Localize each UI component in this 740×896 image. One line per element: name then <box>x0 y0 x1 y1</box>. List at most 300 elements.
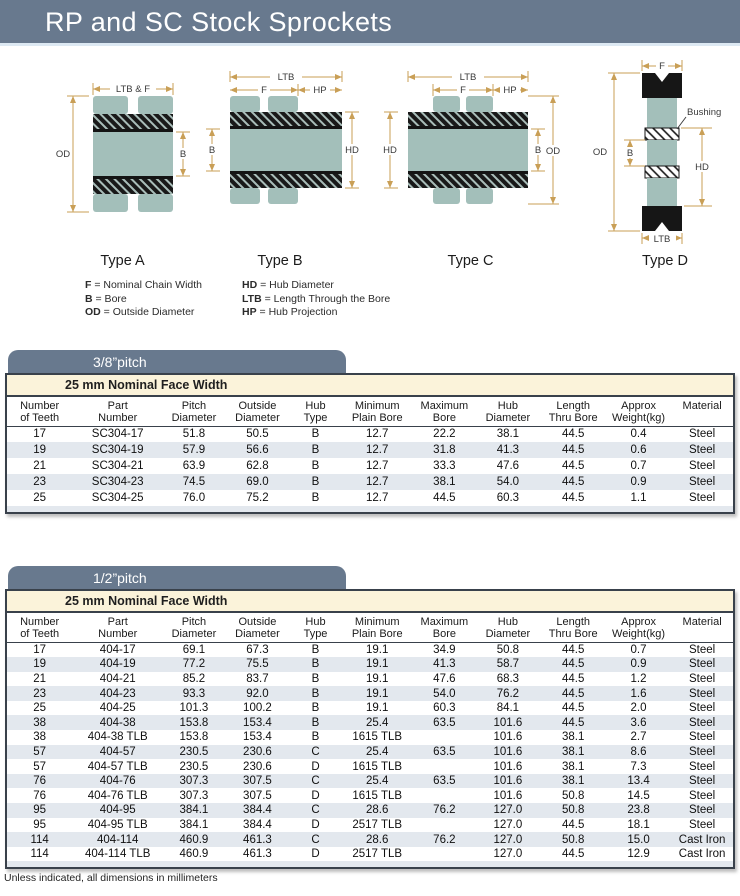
table-cell: 63.9 <box>182 460 206 472</box>
table-cell: 19.1 <box>366 687 389 700</box>
dim-label-hd: HD <box>345 145 359 156</box>
dim-label-hp: HP <box>313 85 327 96</box>
table-cell: B <box>311 731 320 744</box>
table-cell: 2.0 <box>630 702 647 715</box>
table-cell: 93.3 <box>182 687 206 700</box>
legend-column-2 <box>242 279 390 320</box>
table-cell: 19.1 <box>366 702 389 715</box>
table-cell: B <box>311 672 320 685</box>
table-cell: B <box>311 460 320 472</box>
table-row <box>7 759 733 774</box>
table-cell: 2517 TLB <box>352 818 403 831</box>
dimension-legend <box>0 279 740 320</box>
table-cell: 404-57 TLB <box>87 760 148 773</box>
column-header: Minimum Plain Bore <box>341 613 414 643</box>
table-cell: 44.5 <box>433 492 456 504</box>
table-cell: B <box>311 687 320 700</box>
type-d-figure <box>590 58 740 269</box>
table-cell: 38.1 <box>562 745 585 758</box>
table-cell: 22.2 <box>433 428 456 441</box>
table-cell <box>414 730 476 745</box>
table-cell: 13.4 <box>627 775 650 788</box>
table-cell: B <box>311 644 320 657</box>
table-cell: 153.8 <box>179 716 209 729</box>
table-cell: Steel <box>688 745 716 758</box>
table-cell: 0.7 <box>630 460 647 472</box>
table-cell: 127.0 <box>493 833 523 846</box>
table-cell: 50.8 <box>562 804 585 817</box>
table-2-wrap <box>5 589 735 869</box>
table-cell: 460.9 <box>179 833 209 846</box>
table-cell: 25.4 <box>366 716 389 729</box>
table-cell: 47.6 <box>433 672 456 685</box>
column-header: Outside Diameter <box>225 613 290 643</box>
table-cell: 38.1 <box>496 428 520 441</box>
table-cell: 18.1 <box>627 818 650 831</box>
table-cell: 461.3 <box>243 848 272 861</box>
table-cell: 101.6 <box>493 731 523 744</box>
table-cell: 460.9 <box>179 848 209 861</box>
table-cell: 60.3 <box>433 702 456 715</box>
table-cell: 19 <box>33 658 47 671</box>
table-cell: 95 <box>33 818 47 831</box>
table-cell: 153.4 <box>243 716 272 729</box>
table-cell: 404-76 <box>99 775 136 788</box>
column-header: Length Thru Bore <box>541 397 606 427</box>
table-cell: 101.6 <box>493 716 523 729</box>
table-cell: B <box>311 444 320 456</box>
column-header: Part Number <box>72 613 163 643</box>
face-width-banner-2: 25 mm Nominal Face Width <box>7 591 733 613</box>
table-cell: 404-95 TLB <box>87 818 148 831</box>
table-cell: 38.1 <box>433 476 456 488</box>
table-cell: 15.0 <box>627 833 650 846</box>
pitch-tab-1-2: 1/2”pitch <box>8 566 346 589</box>
table-cell: Steel <box>688 672 716 685</box>
type-d-diagram <box>590 58 740 246</box>
table-cell: 101.6 <box>493 745 523 758</box>
table-cell: 230.6 <box>243 760 272 773</box>
table-cell: 47.6 <box>496 460 520 472</box>
dim-label-b: B <box>534 145 542 156</box>
legend-text: = Nominal Chain Width <box>91 279 203 291</box>
table-filler-cell <box>7 861 733 867</box>
table-cell: Steel <box>688 476 716 488</box>
table-cell: B <box>311 702 320 715</box>
table-cell: B <box>311 476 320 488</box>
pitch-section-3-8 <box>0 350 740 515</box>
table-cell: D <box>311 818 320 831</box>
table-1-head <box>7 397 733 427</box>
table-cell: Steel <box>688 658 716 671</box>
table-cell: 44.5 <box>562 444 585 456</box>
table-cell: B <box>311 716 320 729</box>
table-cell: 153.4 <box>243 731 272 744</box>
table-cell: 23.8 <box>627 804 650 817</box>
table-row <box>7 643 733 658</box>
legend-text: = Bore <box>92 292 127 305</box>
dim-label-ltb: LTB <box>459 72 477 83</box>
table-cell <box>414 788 476 803</box>
table-cell: 307.3 <box>179 775 209 788</box>
table-cell: Steel <box>688 644 716 657</box>
dim-label-od: OD <box>545 146 561 157</box>
table-cell: 17 <box>33 644 47 657</box>
table-cell: B <box>311 658 320 671</box>
table-cell: 28.6 <box>366 804 389 817</box>
table-row <box>7 442 733 458</box>
table-cell: 404-114 TLB <box>84 848 151 861</box>
table-1-body <box>7 426 733 512</box>
table-cell: 230.6 <box>243 745 272 758</box>
table-row <box>7 657 733 672</box>
table-cell: 69.0 <box>246 476 269 488</box>
table-cell: Steel <box>688 775 716 788</box>
column-header: Hub Type <box>290 397 341 427</box>
table-filler-row <box>7 861 733 867</box>
table-header-row <box>7 397 733 427</box>
table-header-row <box>7 613 733 643</box>
table-cell: 75.5 <box>246 658 269 671</box>
column-header: Hub Diameter <box>475 613 540 643</box>
dim-label-hp: HP <box>503 85 517 96</box>
table-cell: 21 <box>33 460 47 472</box>
table-cell: 51.8 <box>182 428 206 441</box>
table-cell: 101.3 <box>179 702 209 715</box>
table-cell: Steel <box>688 428 716 441</box>
dim-label-od: OD <box>592 147 608 158</box>
table-cell: 50.8 <box>562 833 585 846</box>
column-header: Material <box>671 397 733 427</box>
type-a-figure <box>55 58 190 269</box>
column-header: Part Number <box>72 397 163 427</box>
table-cell: Steel <box>688 444 716 456</box>
table-row <box>7 715 733 730</box>
table-cell: Steel <box>688 804 716 817</box>
table-cell: 44.5 <box>562 644 585 657</box>
table-cell: SC304-21 <box>91 460 144 472</box>
table-cell: 114 <box>30 833 49 846</box>
table-row <box>7 832 733 847</box>
table-cell <box>414 818 476 833</box>
table-cell: 57 <box>33 745 47 758</box>
table-cell: 230.5 <box>179 745 209 758</box>
bushing-label: Bushing <box>687 107 722 118</box>
table-cell: 25.4 <box>366 745 389 758</box>
legend-item <box>242 279 390 293</box>
table-row <box>7 745 733 760</box>
table-cell: SC304-17 <box>91 428 144 441</box>
table-cell: 8.6 <box>630 745 647 758</box>
legend-abbr: LTB <box>242 292 262 305</box>
table-cell: 404-76 TLB <box>87 789 148 802</box>
legend-abbr: HD <box>242 279 258 291</box>
table-cell: 44.5 <box>562 658 585 671</box>
table-cell: D <box>311 789 320 802</box>
table-2-head <box>7 613 733 643</box>
type-a-diagram <box>55 58 190 246</box>
table-cell: 230.5 <box>179 760 209 773</box>
table-row <box>7 490 733 506</box>
table-cell: 75.2 <box>246 492 269 504</box>
table-cell: 76 <box>33 775 47 788</box>
table-cell: 100.2 <box>243 702 272 715</box>
legend-item <box>85 293 202 307</box>
table-cell: 85.2 <box>182 672 206 685</box>
dim-label-b: B <box>626 148 634 159</box>
table-cell: 1615 TLB <box>352 789 403 802</box>
table-2-body <box>7 643 733 868</box>
table-cell: C <box>311 745 320 758</box>
type-c-caption: Type C <box>447 253 494 269</box>
table-cell: 44.5 <box>562 687 585 700</box>
column-header: Length Thru Bore <box>541 613 606 643</box>
table-row <box>7 458 733 474</box>
table-cell: 1.2 <box>630 672 647 685</box>
table-cell: 50.8 <box>562 789 585 802</box>
table-cell: 28.6 <box>366 833 389 846</box>
table-1-wrap <box>5 373 735 515</box>
table-cell: 76.2 <box>433 804 456 817</box>
table-cell: 58.7 <box>496 658 520 671</box>
table-row <box>7 788 733 803</box>
table-row <box>7 803 733 818</box>
table-cell: 14.5 <box>627 789 650 802</box>
table-cell: 307.3 <box>179 789 209 802</box>
legend-item <box>242 293 390 307</box>
table-cell: 23 <box>33 476 47 488</box>
legend-text: = Length Through the Bore <box>261 292 391 305</box>
table-cell: 67.3 <box>246 644 269 657</box>
table-cell: 44.5 <box>562 702 585 715</box>
table-cell: 25 <box>33 492 47 504</box>
legend-abbr: B <box>85 292 93 305</box>
table-row <box>7 818 733 833</box>
table-cell: Steel <box>688 492 716 504</box>
table-cell: 0.4 <box>630 428 647 441</box>
table-cell: 50.5 <box>246 428 269 441</box>
table-cell: 12.7 <box>366 492 389 504</box>
table-cell: 7.3 <box>630 760 647 773</box>
column-header: Hub Diameter <box>475 397 540 427</box>
table-cell: 31.8 <box>433 444 456 456</box>
table-cell: 44.5 <box>562 460 585 472</box>
column-header: Maximum Bore <box>414 397 476 427</box>
table-cell: 3.6 <box>630 716 647 729</box>
table-cell: 44.5 <box>562 476 585 488</box>
table-cell: 34.9 <box>433 644 456 657</box>
table-cell: 68.3 <box>496 672 520 685</box>
table-cell: 76.0 <box>182 492 206 504</box>
table-cell: Steel <box>688 716 716 729</box>
table-cell: 76.2 <box>496 687 520 700</box>
column-header: Approx Weight(kg) <box>606 613 671 643</box>
table-cell: 101.6 <box>493 760 523 773</box>
column-header: Number of Teeth <box>7 397 72 427</box>
table-cell: 114 <box>30 848 49 861</box>
table-cell: C <box>311 775 320 788</box>
table-cell: 1615 TLB <box>352 760 403 773</box>
table-cell: 17 <box>33 428 47 441</box>
dim-label-ltb-f: LTB & F <box>115 84 151 95</box>
column-header: Approx Weight(kg) <box>606 397 671 427</box>
table-cell: 101.6 <box>493 789 523 802</box>
column-header: Outside Diameter <box>225 397 290 427</box>
table-cell: 63.5 <box>433 775 456 788</box>
face-width-banner-1: 25 mm Nominal Face Width <box>7 375 733 397</box>
table-cell: 54.0 <box>496 476 520 488</box>
table-cell <box>414 759 476 774</box>
table-cell: Steel <box>688 687 716 700</box>
table-row <box>7 701 733 716</box>
table-cell: B <box>311 492 320 504</box>
table-cell: 38 <box>33 731 47 744</box>
dimensions-footnote: Unless indicated, all dimensions in millimeters <box>4 872 218 885</box>
table-cell: 404-114 <box>97 833 139 846</box>
table-cell: 0.9 <box>630 658 647 671</box>
table-row <box>7 672 733 687</box>
dim-label-f: F <box>460 85 466 96</box>
dim-label-ltb: LTB <box>277 72 295 83</box>
table-cell: 84.1 <box>496 702 520 715</box>
table-cell: SC304-19 <box>91 444 144 456</box>
table-cell: 57.9 <box>182 444 206 456</box>
table-cell: 38.1 <box>562 760 585 773</box>
dim-label-od: OD <box>55 149 71 160</box>
table-cell: 76.2 <box>433 833 456 846</box>
table-cell: 38.1 <box>562 731 585 744</box>
table-cell: 127.0 <box>493 818 523 831</box>
table-cell: 127.0 <box>493 804 523 817</box>
legend-text: = Hub Projection <box>256 306 338 318</box>
column-header: Hub Type <box>290 613 341 643</box>
sprockets-table-3-8 <box>7 397 733 513</box>
table-cell: 19.1 <box>366 672 389 685</box>
dim-label-f: F <box>261 85 267 96</box>
table-cell: 60.3 <box>496 492 520 504</box>
table-cell: 38.1 <box>562 775 585 788</box>
pitch-section-1-2 <box>0 566 740 869</box>
table-cell: 19 <box>33 444 47 456</box>
table-cell: Steel <box>688 818 716 831</box>
dim-label-ltb: LTB <box>653 234 671 245</box>
table-cell: 101.6 <box>493 775 523 788</box>
table-cell: 44.5 <box>562 818 585 831</box>
column-header: Maximum Bore <box>414 613 476 643</box>
table-cell: 384.1 <box>179 804 209 817</box>
table-cell: 25 <box>33 702 47 715</box>
pitch-tab-3-8: 3/8”pitch <box>8 350 346 373</box>
table-cell: 12.7 <box>366 476 389 488</box>
table-cell: 127.0 <box>493 848 523 861</box>
table-cell: 404-23 <box>99 687 136 700</box>
type-b-diagram <box>200 58 360 246</box>
table-cell: 76 <box>33 789 47 802</box>
table-cell: Steel <box>688 460 716 472</box>
table-cell: 384.1 <box>179 818 209 831</box>
table-cell: D <box>311 760 320 773</box>
column-header: Pitch Diameter <box>163 397 225 427</box>
table-cell: Cast Iron <box>678 848 726 861</box>
type-b-caption: Type B <box>257 253 303 269</box>
table-cell: 83.7 <box>246 672 269 685</box>
table-cell: 404-38 TLB <box>87 731 148 744</box>
table-cell: 12.7 <box>366 428 389 441</box>
table-cell: 0.9 <box>630 476 647 488</box>
table-cell: 21 <box>33 672 47 685</box>
page-header <box>0 0 740 46</box>
table-cell: 404-38 <box>99 716 136 729</box>
table-row <box>7 686 733 701</box>
column-header: Material <box>671 613 733 643</box>
table-cell: 50.8 <box>496 644 520 657</box>
table-filler-cell <box>7 506 733 512</box>
table-cell: Steel <box>688 702 716 715</box>
table-row <box>7 847 733 862</box>
table-cell: 1.1 <box>630 492 647 504</box>
table-cell: B <box>311 428 320 441</box>
table-cell: 0.7 <box>630 644 647 657</box>
table-cell: 0.6 <box>630 444 647 456</box>
table-cell: 384.4 <box>243 818 272 831</box>
type-d-caption: Type D <box>642 253 688 269</box>
table-cell: 74.5 <box>182 476 206 488</box>
table-cell: 63.5 <box>433 745 456 758</box>
table-cell: 33.3 <box>433 460 456 472</box>
table-cell: SC304-25 <box>91 492 144 504</box>
legend-item <box>242 306 390 320</box>
table-cell: 69.1 <box>182 644 206 657</box>
table-cell: C <box>311 804 320 817</box>
table-cell: 44.5 <box>562 428 585 441</box>
table-cell: 2.7 <box>630 731 647 744</box>
table-cell: 41.3 <box>433 658 456 671</box>
sprockets-table-1-2 <box>7 613 733 867</box>
table-cell: 19.1 <box>366 644 389 657</box>
table-cell <box>414 847 476 862</box>
type-c-diagram <box>378 58 563 246</box>
table-cell: Steel <box>688 731 716 744</box>
legend-text: = Hub Diameter <box>257 279 334 291</box>
dim-label-hd: HD <box>695 162 709 173</box>
table-cell: 77.2 <box>182 658 206 671</box>
table-cell: 54.0 <box>433 687 456 700</box>
table-cell: C <box>311 833 320 846</box>
table-filler-row <box>7 506 733 512</box>
table-cell: 307.5 <box>243 775 272 788</box>
table-cell: 44.5 <box>562 848 585 861</box>
table-cell: 63.5 <box>433 716 456 729</box>
table-cell: 404-19 <box>99 658 136 671</box>
legend-item <box>85 306 202 320</box>
table-cell: 19.1 <box>366 658 389 671</box>
table-cell: 56.6 <box>246 444 269 456</box>
table-cell: 1.6 <box>630 687 647 700</box>
sprocket-diagrams <box>0 58 740 269</box>
table-cell: 153.8 <box>179 731 209 744</box>
table-cell: SC304-23 <box>91 476 144 488</box>
legend-abbr: F <box>85 279 92 291</box>
table-row <box>7 426 733 442</box>
table-cell: 12.7 <box>366 460 389 472</box>
table-cell: 38 <box>33 716 47 729</box>
table-cell: 44.5 <box>562 672 585 685</box>
column-header: Number of Teeth <box>7 613 72 643</box>
table-cell: 404-17 <box>99 644 136 657</box>
table-cell: 461.3 <box>243 833 272 846</box>
table-cell: D <box>311 848 320 861</box>
table-cell: 384.4 <box>243 804 272 817</box>
